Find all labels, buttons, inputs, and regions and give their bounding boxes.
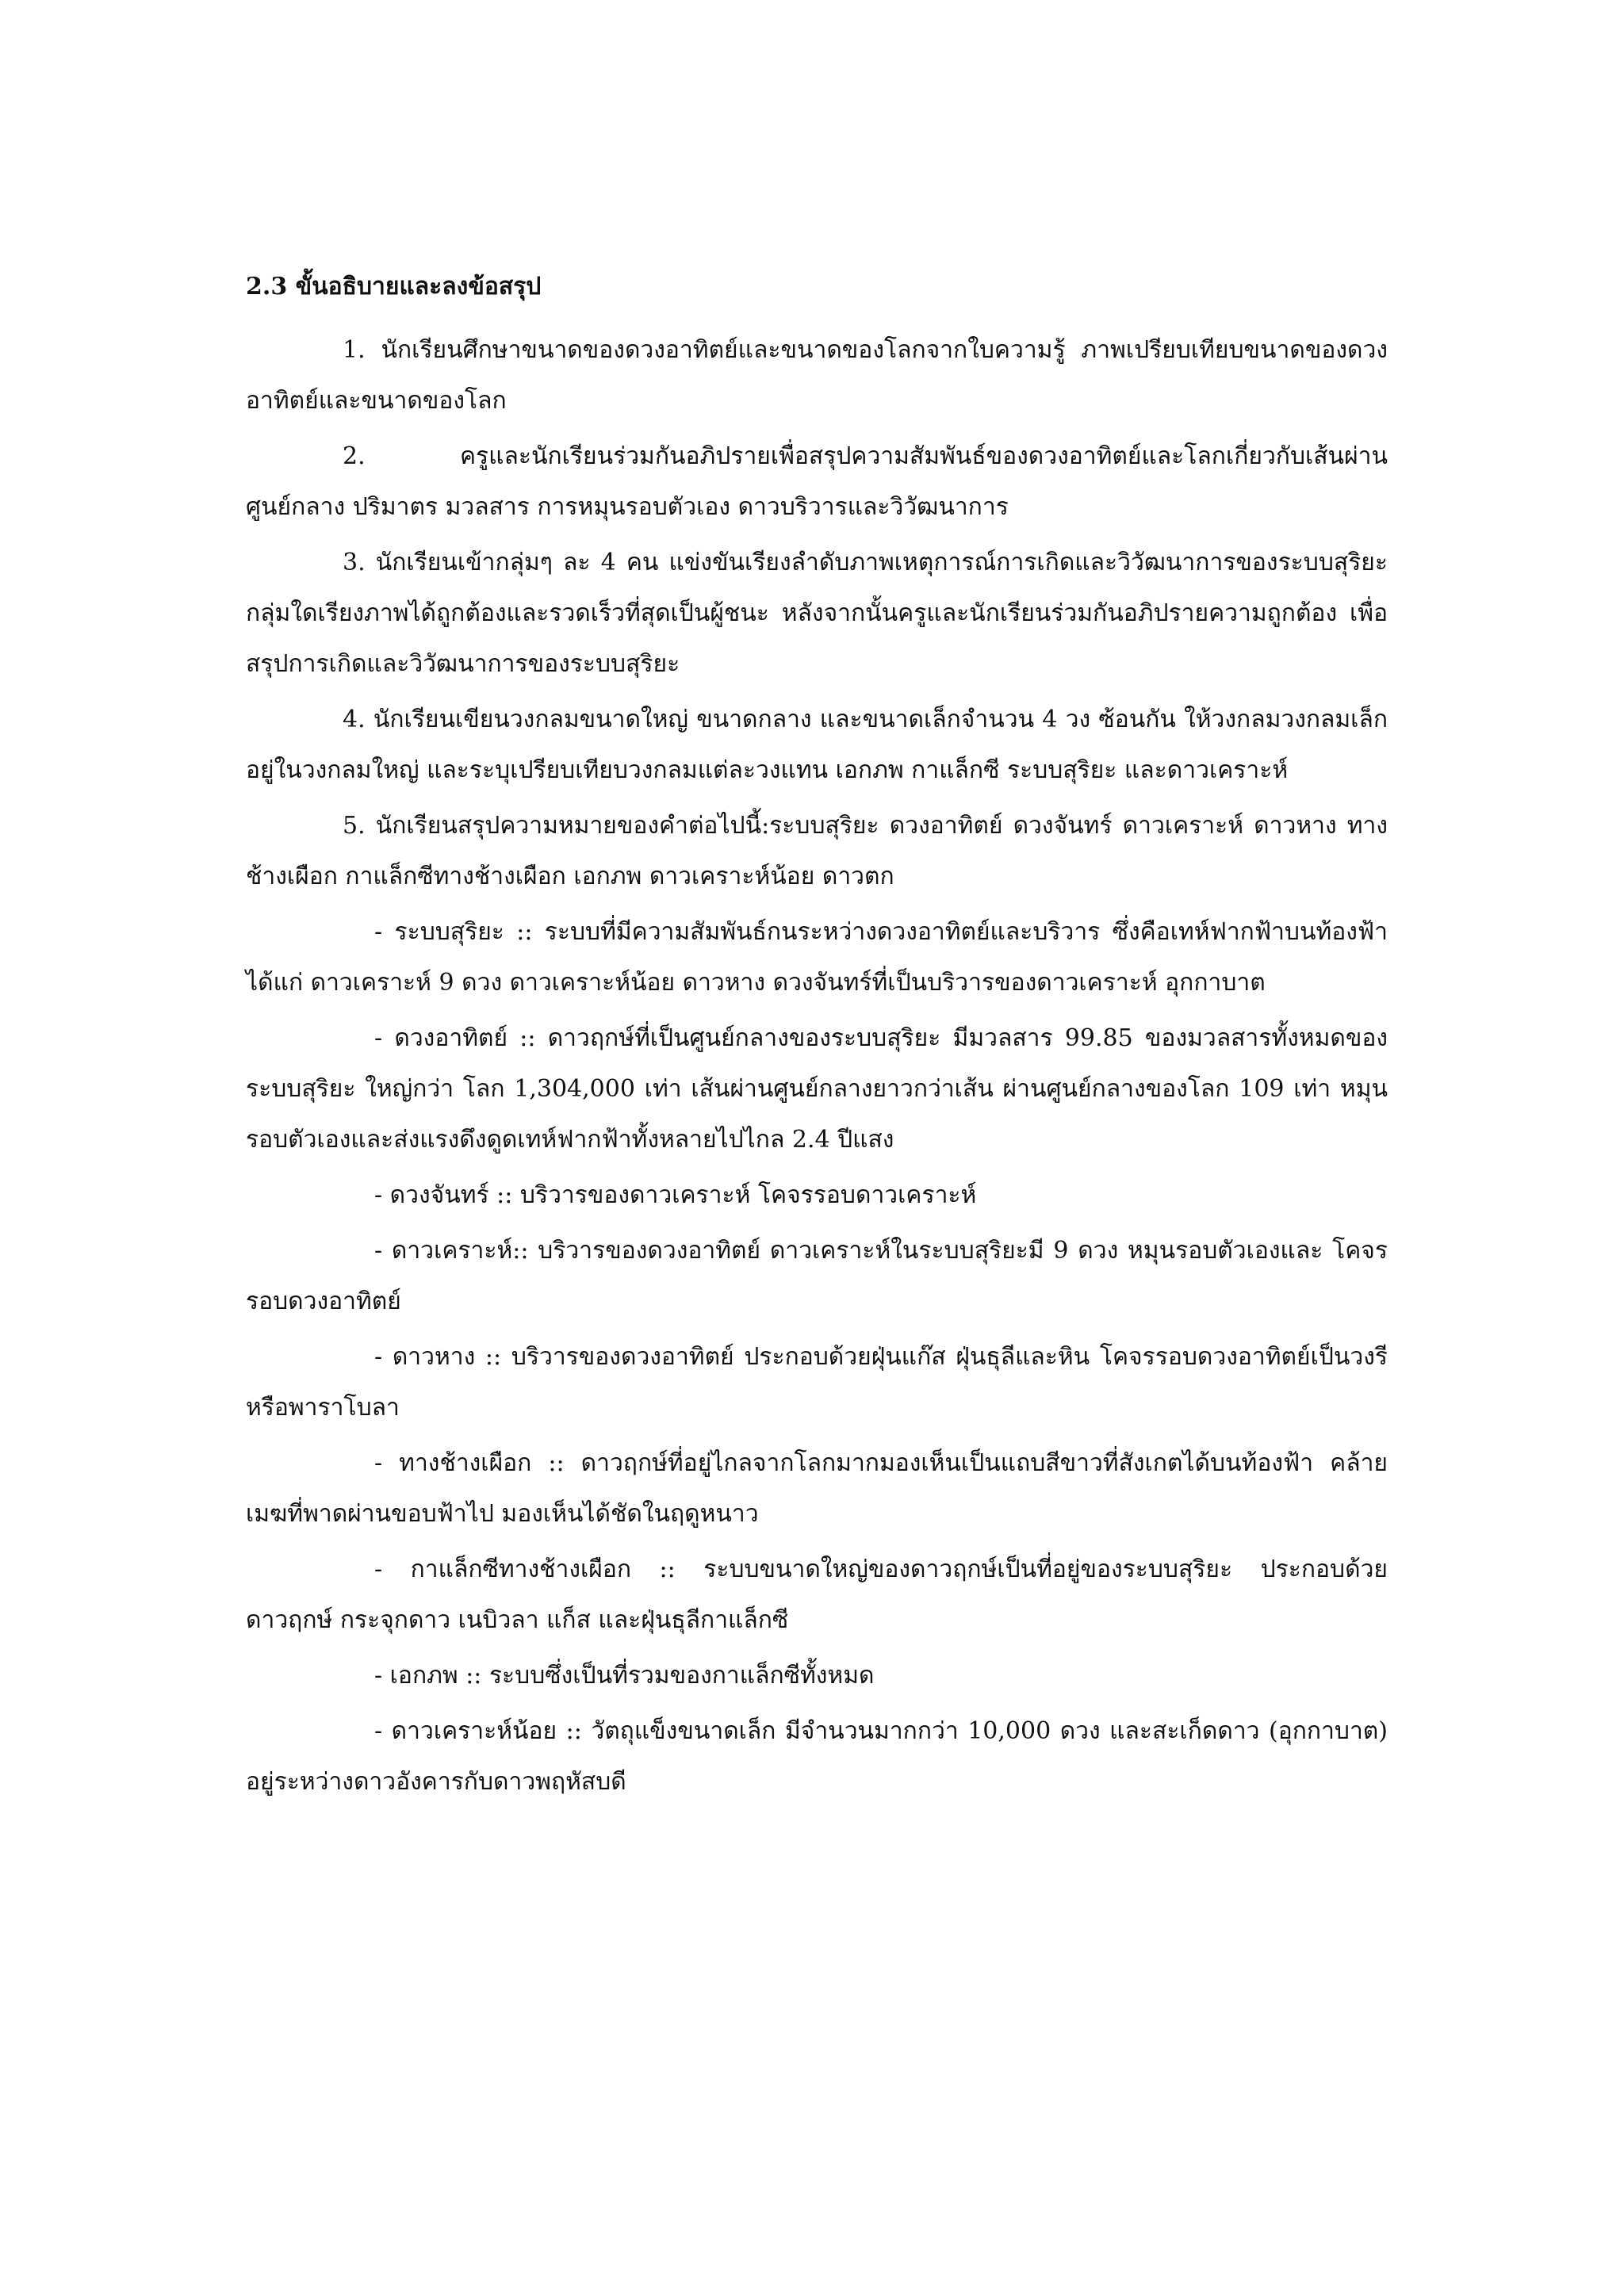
definition-item: - ดาวหาง :: บริวารของดวงอาทิตย์ ประกอบด้วยฝุ่นแก๊ส ฝุ่นธุลีและหิน โคจรรอบดวงอาทิตย์เป็นวงรีหรือพาราโบลา xyxy=(246,1343,1388,1422)
definition-item: - ระบบสุริยะ :: ระบบที่มีความสัมพันธ์กนระหว่างดวงอาทิตย์และบริวาร ซึ่งคือเทห์ฟากฟ้าบนท้องฟ้า ได้แก่ ดาวเคราะห์ 9 ดวง ดาวเคราะห์น้อย ดาวหาง ดวงจันทร์ที่เป็นบริวารของดาวเคราะห์ อุกกาบาต xyxy=(246,918,1388,997)
definition-item: - ดาวเคราะห์:: บริวารของดวงอาทิตย์ ดาวเคราะห์ในระบบสุริยะมี 9 ดวง หมุนรอบตัวเองและ โคจรรอบดวงอาทิตย์ xyxy=(246,1237,1388,1315)
step-item: 1. นักเรียนศึกษาขนาดของดวงอาทิตย์และขนาดของโลกจากใบความรู้ ภาพเปรียบเทียบขนาดของดวงอาทิตย์และขนาดของโลก xyxy=(246,336,1388,415)
definition-item: - ดวงจันทร์ :: บริวารของดาวเคราะห์ โคจรรอบดาวเคราะห์ xyxy=(374,1181,977,1209)
step-item: 2. ครูและนักเรียนร่วมกันอภิปรายเพื่อสรุปความสัมพันธ์ของดวงอาทิตย์และโลกเกี่ยวกับเส้นผ่านศูนย์กลาง ปริมาตร มวลสาร การหมุนรอบตัวเอง ดาวบริวารและวิวัฒนาการ xyxy=(246,442,1388,521)
definition-item: - ดวงอาทิตย์ :: ดาวฤกษ์ที่เป็นศูนย์กลางของระบบสุริยะ มีมวลสาร 99.85 ของมวลสารทั้งหมดของระบบสุริยะ ใหญ่กว่า โลก 1,304,000 เท่า เส้นผ่านศูนย์กลางยาวกว่าเส้น ผ่านศูนย์กลางของโลก 109 เท่า หมุนรอบตัวเองและส่งแรงดึงดูดเทห์ฟากฟ้าทั้งหลายไปไกล 2.4 ปีแสง xyxy=(246,1024,1388,1154)
definition-item: - กาแล็กซีทางช้างเผือก :: ระบบขนาดใหญ่ของดาวฤกษ์เป็นที่อยู่ของระบบสุริยะ ประกอบด้วยดาวฤกษ์ กระจุกดาว เนบิวลา แก็ส และฝุ่นธุลีกาแล็กซี xyxy=(246,1556,1388,1634)
step-item: 5. นักเรียนสรุปความหมายของคำต่อไปนี้:ระบบสุริยะ ดวงอาทิตย์ ดวงจันทร์ ดาวเคราะห์ ดาวหาง ทางช้างเผือก กาแล็กซีทางช้างเผือก เอกภพ ดาวเคราะห์น้อย ดาวตก xyxy=(246,812,1388,890)
section-heading: 2.3 ขั้นอธิบายและลงข้อสรุป xyxy=(246,273,542,300)
step-item: 3. นักเรียนเข้ากลุ่มๆ ละ 4 คน แข่งขันเรียงลำดับภาพเหตุการณ์การเกิดและวิวัฒนาการของระบบสุริยะ กลุ่มใดเรียงภาพได้ถูกต้องและรวดเร็วที่สุดเป็นผู้ชนะ หลังจากนั้นครูและนักเรียนร่วมกันอภิปรายความถูกต้อง เพื่อสรุปการเกิดและวิวัฒนาการของระบบสุริยะ xyxy=(246,549,1388,678)
step-item: 4. นักเรียนเขียนวงกลมขนาดใหญ่ ขนาดกลาง และขนาดเล็กจำนวน 4 วง ซ้อนกัน ให้วงกลมวงกลมเล็กอยู่ในวงกลมใหญ่ และระบุเปรียบเทียบวงกลมแต่ละวงแทน เอกภพ กาแล็กซี ระบบสุริยะ และดาวเคราะห์ xyxy=(246,706,1388,784)
document-body xyxy=(246,262,1388,1812)
definition-item: - ทางช้างเผือก :: ดาวฤกษ์ที่อยู่ไกลจากโลกมากมองเห็นเป็นแถบสีขาวที่สังเกตได้บนท้องฟ้า คล้ายเมฆที่พาดผ่านขอบฟ้าไป มองเห็นได้ชัดในฤดูหนาว xyxy=(246,1449,1388,1528)
definition-item: - เอกภพ :: ระบบซึ่งเป็นที่รวมของกาแล็กซีทั้งหมด xyxy=(374,1662,875,1689)
definition-item: - ดาวเคราะห์น้อย :: วัตถุแข็งขนาดเล็ก มีจำนวนมากกว่า 10,000 ดวง และสะเก็ดดาว (อุกกาบาต) อยู่ระหว่างดาวอังคารกับดาวพฤหัสบดี xyxy=(246,1717,1388,1796)
